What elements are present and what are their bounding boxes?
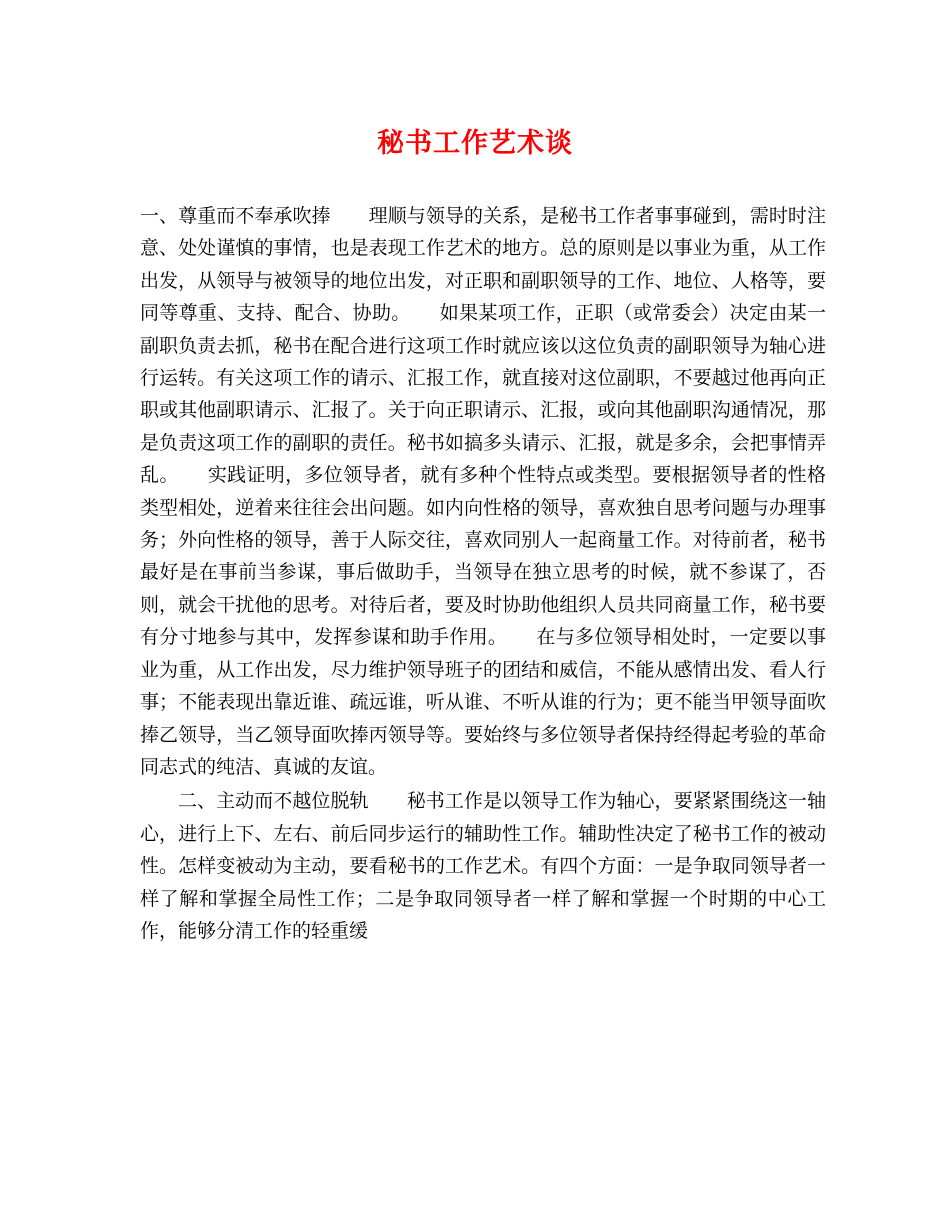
document-title: 秘书工作艺术谈 bbox=[377, 128, 573, 159]
document-body bbox=[140, 200, 826, 947]
paragraph-1: 一、尊重而不奉承吹捧 理顺与领导的关系，是秘书工作者事事碰到，需时时注意、处处谨慎的事情，也是表现工作艺术的地方。总的原则是以事业为重，从工作出发，从领导与被领导的地位出发，对正职和副职领导的工作、地位、人格等，要同等尊重、支持、配合、协助。 如果某项工作，正职（或常委会）决定由某一副职负责去抓，秘书在配合进行这项工作时就应该以这位负责的副职领导为轴心进行运转。有关这项工作的请示、汇报工作，就直接对这位副职，不要越过他再向正职或其他副职请示、汇报了。关于向正职请示、汇报，或向其他副职沟通情况，那是负责这项工作的副职的责任。秘书如搞多头请示、汇报，就是多余，会把事情弄乱。 实践证明，多位领导者，就有多种个性特点或类型。要根据领导者的性格类型相处，逆着来往往会出问题。如内向性格的领导，喜欢独自思考问题与办理事务；外向性格的领导，善于人际交往，喜欢同别人一起商量工作。对待前者，秘书最好是在事前当参谋，事后做助手，当领导在独立思考的时候，就不参谋了，否则，就会干扰他的思考。对待后者，要及时协助他组织人员共同商量工作，秘书要有分寸地参与其中，发挥参谋和助手作用。 在与多位领导相处时，一定要以事业为重，从工作出发，尽力维护领导班子的团结和威信，不能从感情出发、看人行事；不能表现出靠近谁、疏远谁，听从谁、不听从谁的行为；更不能当甲领导面吹捧乙领导，当乙领导面吹捧丙领导等。要始终与多位领导者保持经得起考验的革命同志式的纯洁、真诚的友谊。 bbox=[140, 205, 826, 778]
paragraph-2: 二、主动而不越位脱轨 秘书工作是以领导工作为轴心，要紧紧围绕这一轴心，进行上下、左右、前后同步运行的辅助性工作。辅助性决定了秘书工作的被动性。怎样变被动为主动，要看秘书的工作艺术。有四个方面：一是争取同领导者一样了解和掌握全局性工作；二是争取同领导者一样了解和掌握一个时期的中心工作，能够分清工作的轻重缓 bbox=[140, 790, 826, 942]
